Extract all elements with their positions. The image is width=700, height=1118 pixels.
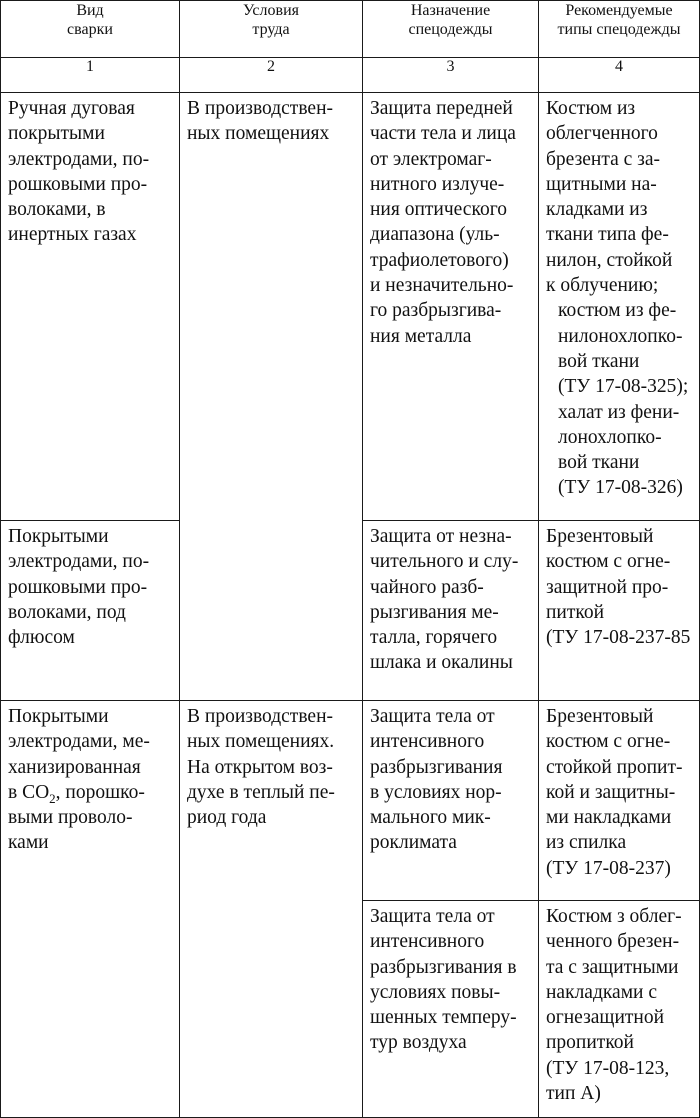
- header-recommended-clothing: Рекомендуемые типы спецодежды: [539, 1, 700, 58]
- column-number: 2: [180, 58, 363, 93]
- clothing-purpose-cell: Защита передней части тела и лица от электромаг- нитного излуче- ния оптического диапазона (уль- трафиолетового) и незначительно- го разбрызгива- ния металла: [363, 93, 539, 521]
- header-row: [1, 1, 700, 58]
- recommended-clothing-cell: Костюм з облег- ченного брезен- та с защитными накладками с огнезащитной пропиткой (ТУ 17-08-123, тип А): [539, 901, 700, 1118]
- welding-type-cell: Покрытыми электродами, по- рошковыми про- волоками, под флюсом: [1, 521, 180, 701]
- welding-type-cell: Ручная дуговая покрытыми электродами, по- рошковыми про- волоками, в инертных газах: [1, 93, 180, 521]
- work-conditions-cell: В производствен- ных помещениях: [180, 93, 363, 701]
- header-welding-type: Вид сварки: [1, 1, 180, 58]
- header-work-conditions: Условия труда: [180, 1, 363, 58]
- column-number-row: [1, 58, 700, 93]
- recommended-clothing-cell: Костюм из облегченного брезента с за- щитными на- кладками из ткани типа фе- нилон, стойкой к облучению; костюм из фе- нилонохлопко- вой ткани (ТУ 17-08-325); халат из фени- лонохлопко- вой ткани (ТУ 17-08-326): [539, 93, 700, 521]
- work-conditions-cell: В производствен- ных помещениях. На открытом воз- духе в теплый пе- риод года: [180, 701, 363, 1118]
- column-number: 4: [539, 58, 700, 93]
- clothing-purpose-cell: Защита тела от интенсивного разбрызгивания в условиях повы- шенных темперу- тур воздуха: [363, 901, 539, 1118]
- column-number: 3: [363, 58, 539, 93]
- clothing-purpose-cell: Защита тела от интенсивного разбрызгивания в условиях нор- мального мик- роклимата: [363, 701, 539, 901]
- recommended-clothing-cell: Брезентовый костюм с огне- стойкой пропит- кой и защитны- ми накладками из спилка (ТУ 17-08-237): [539, 701, 700, 901]
- table-row: [1, 93, 700, 521]
- welding-type-cell: Покрытыми электродами, ме- ханизированная в $CO_2$, порошко- выми проволо- ками: [1, 701, 180, 1118]
- clothing-purpose-cell: Защита от незна- чительного и слу- чайного разб- рызгивания ме- талла, горячего шлака и окалины: [363, 521, 539, 701]
- column-number: 1: [1, 58, 180, 93]
- header-clothing-purpose: Назначение спецодежды: [363, 1, 539, 58]
- table-row: [1, 701, 700, 901]
- recommended-clothing-cell: Брезентовый костюм с огне- защитной про- питкой (ТУ 17-08-237-85: [539, 521, 700, 701]
